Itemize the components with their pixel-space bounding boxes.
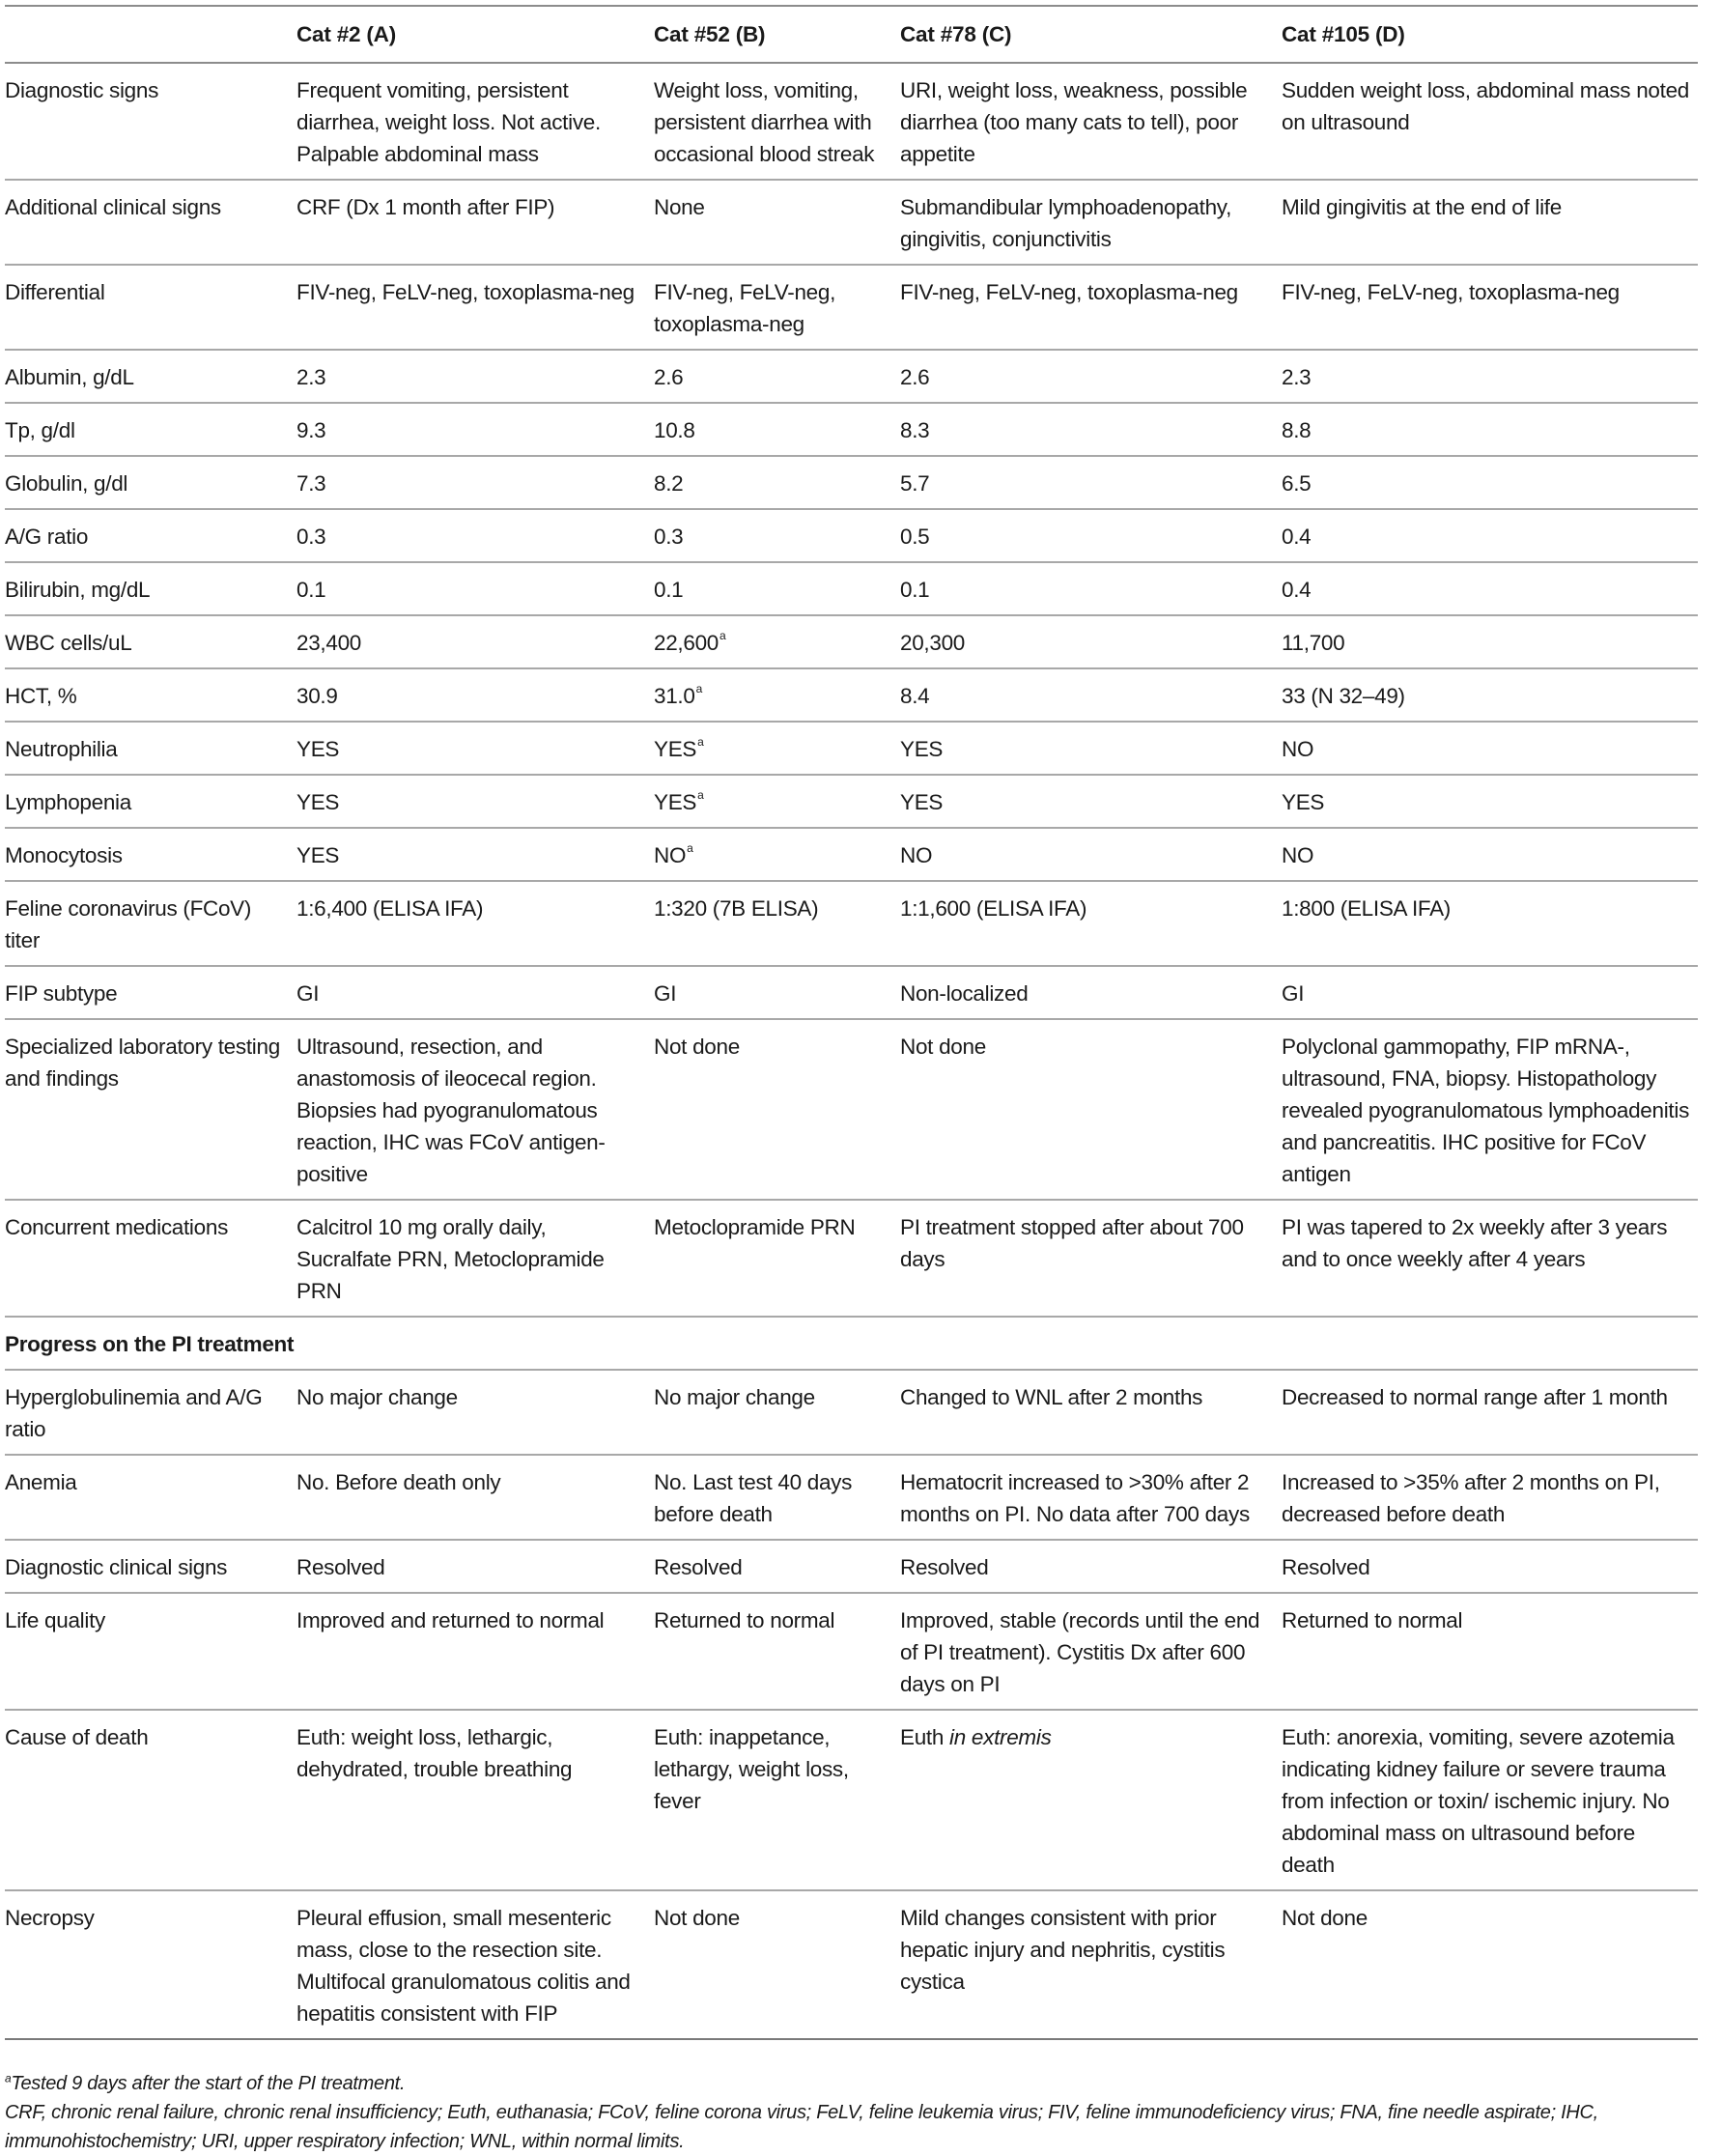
cell-text: 1:800 (ELISA IFA)	[1282, 896, 1451, 921]
cell-cat-78	[900, 509, 1282, 562]
cell-text: GI	[1282, 981, 1305, 1006]
cell-text: 23,400	[296, 631, 362, 655]
cell-cat-52	[654, 615, 900, 668]
cell-text: Resolved	[900, 1555, 989, 1579]
row-label: Differential	[5, 280, 105, 304]
table-row-lymphopenia	[5, 775, 1698, 828]
cell-cat-2	[296, 180, 654, 265]
cell-text: YES	[296, 843, 340, 867]
cell-cat-78	[900, 350, 1282, 403]
cell-text: PI was tapered to 2x weekly after 3 years and to once weekly after 4 years	[1282, 1215, 1668, 1271]
cell-cat-52	[654, 180, 900, 265]
row-label: Concurrent medications	[5, 1215, 229, 1239]
cat-case-table	[5, 5, 1698, 2040]
cell-cat-105	[1282, 403, 1698, 456]
cell-text: Resolved	[296, 1555, 385, 1579]
cell-text: 8.2	[654, 471, 684, 496]
header-cat-2: Cat #2 (A)	[296, 22, 397, 46]
cell-cat-78	[900, 1019, 1282, 1200]
cell-text: Mild changes consistent with prior hepatic injury and nephritis, cystitis cystica	[900, 1906, 1226, 1994]
cell-cat-105	[1282, 562, 1698, 615]
table-row-bilirubin-mg-dl	[5, 562, 1698, 615]
footnote-a-marker: a	[5, 2071, 12, 2085]
table-footnotes	[5, 2069, 1705, 2156]
cell-cat-2	[296, 403, 654, 456]
cell-cat-78	[900, 1710, 1282, 1890]
footnote-abbreviations: CRF, chronic renal failure, chronic renal insufficiency; Euth, euthanasia; FCoV, feline corona virus; FeLV, feline leukemia virus; FIV, feline immunodeficiency virus; FNA, fine needle aspirate; IHC, immunohistochemistry; URI, upper respiratory infection; WNL, within normal limits.	[5, 2102, 1598, 2152]
cell-cat-105	[1282, 966, 1698, 1019]
cell-cat-52	[654, 668, 900, 722]
cell-text: Changed to WNL after 2 months	[900, 1385, 1203, 1409]
cell-text: 8.3	[900, 418, 930, 442]
cell-text: Increased to >35% after 2 months on PI, decreased before death	[1282, 1470, 1660, 1526]
cell-cat-105	[1282, 615, 1698, 668]
table-row-diagnostic-signs	[5, 63, 1698, 180]
cell-cat-78	[900, 403, 1282, 456]
cell-text: Improved, stable (records until the end of PI treatment). Cystitis Dx after 600 days on PI	[900, 1608, 1260, 1696]
table-row-diagnostic-clinical-signs	[5, 1540, 1698, 1593]
cell-cat-2	[296, 350, 654, 403]
cell-text: FIV-neg, FeLV-neg, toxoplasma-neg	[654, 280, 836, 336]
cell-cat-52	[654, 350, 900, 403]
cell-cat-78	[900, 456, 1282, 509]
row-label: Albumin, g/dL	[5, 365, 134, 389]
cell-text: Euth: anorexia, vomiting, severe azotemia indicating kidney failure or severe trauma from infection or toxin/ ischemic injury. No abdominal mass on ultrasound before death	[1282, 1725, 1675, 1877]
cell-cat-2	[296, 828, 654, 881]
cell-cat-105	[1282, 1019, 1698, 1200]
table-header	[5, 6, 1698, 63]
cell-text: Improved and returned to normal	[296, 1608, 605, 1632]
row-label: HCT, %	[5, 684, 77, 708]
cell-cat-52	[654, 1370, 900, 1455]
cell-cat-78	[900, 562, 1282, 615]
cell-text: 2.6	[900, 365, 930, 389]
cell-text: Sudden weight loss, abdominal mass noted on ultrasound	[1282, 78, 1690, 134]
cell-text: Polyclonal gammopathy, FIP mRNA-, ultrasound, FNA, biopsy. Histopathology revealed pyogranulomatous lymphoadenitis and pancreatitis. IHC positive for FCoV antigen	[1282, 1035, 1690, 1186]
cell-text: 2.3	[296, 365, 326, 389]
table-row-hct	[5, 668, 1698, 722]
cell-text: 5.7	[900, 471, 930, 496]
cell-cat-78	[900, 1593, 1282, 1710]
cell-cat-78	[900, 615, 1282, 668]
cell-text: 9.3	[296, 418, 326, 442]
cell-text: No major change	[654, 1385, 815, 1409]
footnote-marker: a	[695, 681, 702, 695]
cell-text: 2.6	[654, 365, 684, 389]
cell-cat-78	[900, 1455, 1282, 1540]
cell-cat-105	[1282, 1540, 1698, 1593]
row-label: Diagnostic signs	[5, 78, 159, 102]
cell-cat-52	[654, 1540, 900, 1593]
cell-cat-78	[900, 1540, 1282, 1593]
cell-cat-52	[654, 1455, 900, 1540]
cell-cat-2	[296, 966, 654, 1019]
cell-text: Not done	[900, 1035, 986, 1059]
cell-cat-105	[1282, 509, 1698, 562]
cell-cat-52	[654, 1710, 900, 1890]
cell-text: YES	[296, 737, 340, 761]
row-label: Neutrophilia	[5, 737, 118, 761]
cell-text: 0.3	[296, 525, 326, 549]
row-label: A/G ratio	[5, 525, 89, 549]
cell-cat-2	[296, 1200, 654, 1317]
cell-cat-105	[1282, 1890, 1698, 2039]
cell-cat-105	[1282, 775, 1698, 828]
cell-cat-78	[900, 1370, 1282, 1455]
footnote-a	[5, 2069, 1705, 2098]
header-cat-78: Cat #78 (C)	[900, 22, 1012, 46]
cell-cat-52	[654, 775, 900, 828]
cell-cat-2	[296, 1370, 654, 1455]
row-label: Tp, g/dl	[5, 418, 75, 442]
cell-text: Resolved	[654, 1555, 743, 1579]
row-label: Necropsy	[5, 1906, 95, 1930]
cell-cat-78	[900, 1890, 1282, 2039]
cell-cat-105	[1282, 1200, 1698, 1317]
table-row-monocytosis	[5, 828, 1698, 881]
header-cat-105: Cat #105 (D)	[1282, 22, 1405, 46]
row-label: Specialized laboratory testing and findings	[5, 1035, 280, 1091]
cell-cat-52	[654, 1593, 900, 1710]
table-row-anemia	[5, 1455, 1698, 1540]
cell-cat-52	[654, 562, 900, 615]
cell-cat-52	[654, 63, 900, 180]
cell-cat-105	[1282, 828, 1698, 881]
cell-text: 20,300	[900, 631, 966, 655]
cell-cat-105	[1282, 180, 1698, 265]
cell-text: CRF (Dx 1 month after FIP)	[296, 195, 555, 219]
cell-cat-52	[654, 265, 900, 350]
cell-text: YES	[1282, 790, 1325, 814]
cell-cat-2	[296, 1710, 654, 1890]
cell-cat-2	[296, 509, 654, 562]
table-row-a-g-ratio	[5, 509, 1698, 562]
table-body	[5, 63, 1698, 2039]
row-label: WBC cells/uL	[5, 631, 132, 655]
cell-cat-52	[654, 722, 900, 775]
cell-text: Euth	[900, 1725, 950, 1749]
table-row-wbc-cells-ul	[5, 615, 1698, 668]
header-row	[5, 6, 1698, 63]
cell-text: YES	[296, 790, 340, 814]
section-header-row	[5, 1317, 1698, 1370]
cell-cat-78	[900, 966, 1282, 1019]
cell-text: No. Last test 40 days before death	[654, 1470, 853, 1526]
row-label: Hyperglobulinemia and A/G ratio	[5, 1385, 263, 1441]
cell-text: YES	[654, 737, 697, 761]
table-container	[5, 5, 1698, 2040]
cell-cat-52	[654, 456, 900, 509]
cell-cat-2	[296, 1540, 654, 1593]
table-row-additional-clinical-signs	[5, 180, 1698, 265]
cell-cat-105	[1282, 668, 1698, 722]
row-label: Life quality	[5, 1608, 105, 1632]
cell-cat-2	[296, 615, 654, 668]
cell-cat-78	[900, 881, 1282, 966]
cell-text: 1:6,400 (ELISA IFA)	[296, 896, 484, 921]
cell-cat-105	[1282, 881, 1698, 966]
cell-text: 11,700	[1282, 631, 1345, 655]
table-row-specialized-laboratory-testing-and-findings	[5, 1019, 1698, 1200]
cell-cat-78	[900, 828, 1282, 881]
cell-text: PI treatment stopped after about 700 days	[900, 1215, 1244, 1271]
cell-text: 33 (N 32–49)	[1282, 684, 1405, 708]
cell-cat-52	[654, 403, 900, 456]
cell-italic-text: in extremis	[949, 1725, 1052, 1749]
cell-cat-105	[1282, 1370, 1698, 1455]
cell-cat-2	[296, 1593, 654, 1710]
section-title: Progress on the PI treatment	[5, 1332, 295, 1356]
table-row-neutrophilia	[5, 722, 1698, 775]
cell-text: 8.4	[900, 684, 930, 708]
cell-text: 31.0	[654, 684, 695, 708]
cell-cat-2	[296, 63, 654, 180]
cell-text: 10.8	[654, 418, 695, 442]
cell-text: NO	[900, 843, 933, 867]
cell-text: Weight loss, vomiting, persistent diarrhea with occasional blood streak	[654, 78, 875, 166]
table-row-fip-subtype	[5, 966, 1698, 1019]
table-row-albumin-g-dl	[5, 350, 1698, 403]
row-label: Monocytosis	[5, 843, 123, 867]
cell-text: GI	[296, 981, 320, 1006]
cell-cat-78	[900, 180, 1282, 265]
cell-text: 0.5	[900, 525, 930, 549]
cell-cat-2	[296, 456, 654, 509]
cell-cat-2	[296, 668, 654, 722]
cell-text: Calcitrol 10 mg orally daily, Sucralfate PRN, Metoclopramide PRN	[296, 1215, 605, 1303]
row-label: Bilirubin, mg/dL	[5, 578, 151, 602]
cell-cat-78	[900, 63, 1282, 180]
cell-text: Euth: weight loss, lethargic, dehydrated, trouble breathing	[296, 1725, 573, 1781]
cell-text: No major change	[296, 1385, 458, 1409]
cell-text: FIV-neg, FeLV-neg, toxoplasma-neg	[900, 280, 1238, 304]
table-row-hyperglobulinemia-and-a-g-ratio	[5, 1370, 1698, 1455]
cell-cat-2	[296, 265, 654, 350]
row-label: Lymphopenia	[5, 790, 131, 814]
cell-text: 6.5	[1282, 471, 1312, 496]
table-row-feline-coronavirus-fcov-titer	[5, 881, 1698, 966]
row-label: Diagnostic clinical signs	[5, 1555, 228, 1579]
cell-text: Decreased to normal range after 1 month	[1282, 1385, 1668, 1409]
cell-text: 1:320 (7B ELISA)	[654, 896, 819, 921]
cell-cat-2	[296, 562, 654, 615]
cell-text: 1:1,600 (ELISA IFA)	[900, 896, 1087, 921]
cell-text: 0.1	[654, 578, 684, 602]
cell-text: 22,600	[654, 631, 719, 655]
footnote-marker: a	[697, 734, 704, 749]
cell-cat-78	[900, 775, 1282, 828]
cell-cat-105	[1282, 722, 1698, 775]
cell-cat-52	[654, 881, 900, 966]
cell-text: YES	[900, 737, 944, 761]
cell-text: Not done	[654, 1035, 740, 1059]
cell-text: Metoclopramide PRN	[654, 1215, 856, 1239]
cell-cat-105	[1282, 350, 1698, 403]
cell-text: YES	[654, 790, 697, 814]
cell-text: Resolved	[1282, 1555, 1370, 1579]
cell-text: Submandibular lymphoadenopathy, gingivitis, conjunctivitis	[900, 195, 1232, 251]
row-label: Additional clinical signs	[5, 195, 221, 219]
cell-cat-78	[900, 265, 1282, 350]
cell-text: Non-localized	[900, 981, 1029, 1006]
cell-cat-52	[654, 1890, 900, 2039]
cell-cat-78	[900, 722, 1282, 775]
cell-cat-52	[654, 1200, 900, 1317]
header-cat-52: Cat #52 (B)	[654, 22, 766, 46]
cell-cat-2	[296, 1019, 654, 1200]
cell-text: NO	[654, 843, 687, 867]
table-row-globulin-g-dl	[5, 456, 1698, 509]
table-row-tp-g-dl	[5, 403, 1698, 456]
cell-text: No. Before death only	[296, 1470, 501, 1494]
table-row-cause-of-death	[5, 1710, 1698, 1890]
cell-text: FIV-neg, FeLV-neg, toxoplasma-neg	[296, 280, 635, 304]
header-label-column	[5, 6, 296, 63]
cell-text: Ultrasound, resection, and anastomosis of ileocecal region. Biopsies had pyogranulomatous reaction, IHC was FCoV antigen-positive	[296, 1035, 606, 1186]
cell-text: Not done	[654, 1906, 740, 1930]
table-row-concurrent-medications	[5, 1200, 1698, 1317]
cell-text: Not done	[1282, 1906, 1368, 1930]
cell-cat-2	[296, 1455, 654, 1540]
cell-text: FIV-neg, FeLV-neg, toxoplasma-neg	[1282, 280, 1620, 304]
cell-text: NO	[1282, 737, 1314, 761]
footnote-marker: a	[687, 840, 693, 855]
cell-cat-52	[654, 828, 900, 881]
cell-cat-105	[1282, 63, 1698, 180]
cell-cat-2	[296, 722, 654, 775]
cell-text: Pleural effusion, small mesenteric mass, close to the resection site. Multifocal granulomatous colitis and hepatitis consistent with FIP	[296, 1906, 631, 2026]
cell-text: 30.9	[296, 684, 338, 708]
row-label: Anemia	[5, 1470, 77, 1494]
footnote-marker: a	[697, 787, 704, 802]
cell-text: Returned to normal	[654, 1608, 835, 1632]
cell-cat-52	[654, 1019, 900, 1200]
cell-text: Frequent vomiting, persistent diarrhea, weight loss. Not active. Palpable abdominal mass	[296, 78, 601, 166]
row-label: Feline coronavirus (FCoV) titer	[5, 896, 252, 952]
cell-text: 0.1	[296, 578, 326, 602]
cell-text: None	[654, 195, 705, 219]
footnote-a-text: Tested 9 days after the start of the PI treatment.	[11, 2073, 406, 2094]
cell-cat-2	[296, 1890, 654, 2039]
cell-text: 2.3	[1282, 365, 1312, 389]
cell-text: 0.3	[654, 525, 684, 549]
cell-text: 8.8	[1282, 418, 1312, 442]
cell-cat-105	[1282, 265, 1698, 350]
cell-cat-105	[1282, 1593, 1698, 1710]
row-label: Globulin, g/dl	[5, 471, 128, 496]
row-label: FIP subtype	[5, 981, 118, 1006]
cell-cat-52	[654, 509, 900, 562]
cell-text: 0.4	[1282, 525, 1312, 549]
cell-cat-105	[1282, 1710, 1698, 1890]
cell-text: 0.4	[1282, 578, 1312, 602]
cell-text: Euth: inappetance, lethargy, weight loss, fever	[654, 1725, 849, 1813]
row-label: Cause of death	[5, 1725, 149, 1749]
cell-cat-105	[1282, 1455, 1698, 1540]
cell-text: 0.1	[900, 578, 930, 602]
footnote-marker: a	[719, 628, 726, 642]
cell-cat-2	[296, 881, 654, 966]
cell-cat-2	[296, 775, 654, 828]
cell-text: 7.3	[296, 471, 326, 496]
cell-text: NO	[1282, 843, 1314, 867]
cell-text: Mild gingivitis at the end of life	[1282, 195, 1562, 219]
table-row-life-quality	[5, 1593, 1698, 1710]
table-row-necropsy	[5, 1890, 1698, 2039]
table-row-differential	[5, 265, 1698, 350]
cell-text: URI, weight loss, weakness, possible diarrhea (too many cats to tell), poor appetite	[900, 78, 1248, 166]
cell-text: YES	[900, 790, 944, 814]
cell-text: GI	[654, 981, 677, 1006]
cell-text: Returned to normal	[1282, 1608, 1463, 1632]
cell-cat-78	[900, 668, 1282, 722]
cell-cat-105	[1282, 456, 1698, 509]
cell-text: Hematocrit increased to >30% after 2 months on PI. No data after 700 days	[900, 1470, 1250, 1526]
cell-cat-78	[900, 1200, 1282, 1317]
cell-cat-52	[654, 966, 900, 1019]
